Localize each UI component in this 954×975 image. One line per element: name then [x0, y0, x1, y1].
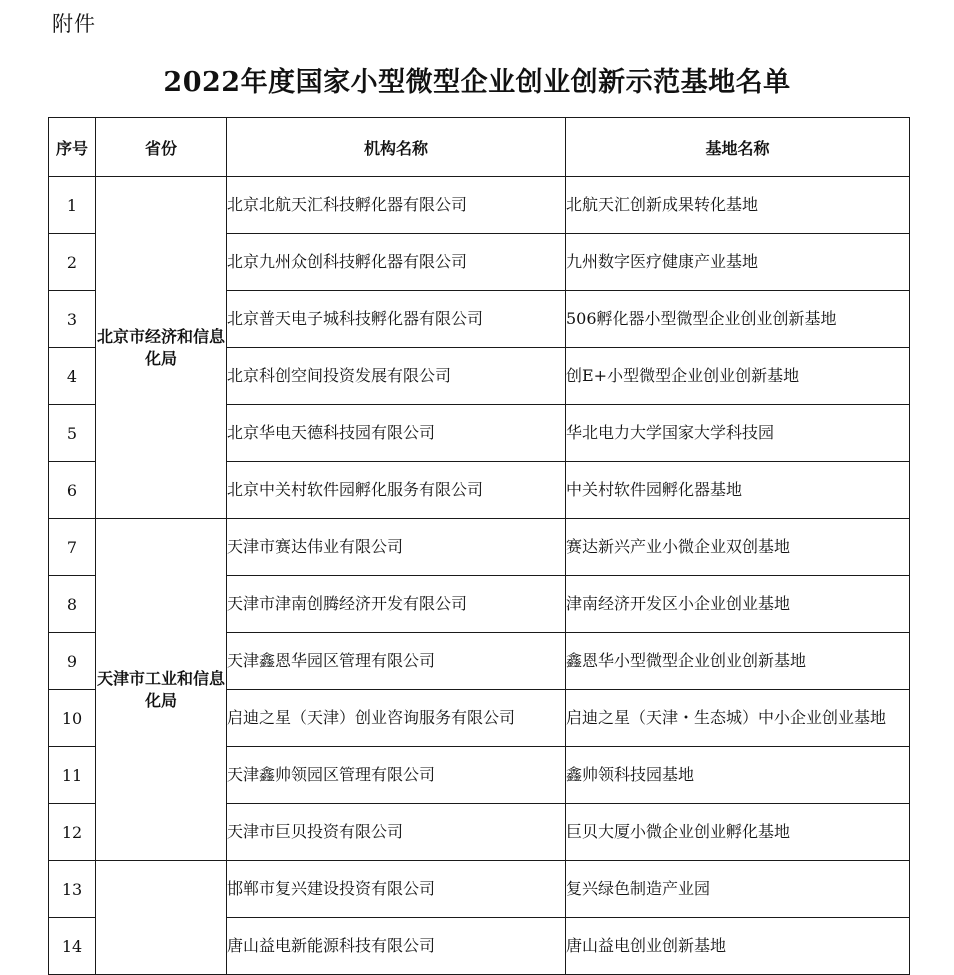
row-organization: 北京科创空间投资发展有限公司 [227, 348, 566, 405]
row-seq: 10 [49, 690, 96, 747]
column-header-province: 省份 [96, 118, 227, 177]
row-base: 创E+小型微型企业创业创新基地 [566, 348, 910, 405]
row-organization: 天津市津南创腾经济开发有限公司 [227, 576, 566, 633]
row-seq: 4 [49, 348, 96, 405]
row-base: 复兴绿色制造产业园 [566, 861, 910, 918]
row-organization: 天津鑫帅领园区管理有限公司 [227, 747, 566, 804]
row-base: 鑫帅领科技园基地 [566, 747, 910, 804]
table-row [49, 861, 910, 918]
row-base: 启迪之星（天津・生态城）中小企业创业基地 [566, 690, 910, 747]
row-base: 九州数字医疗健康产业基地 [566, 234, 910, 291]
row-organization: 天津市赛达伟业有限公司 [227, 519, 566, 576]
row-organization: 北京北航天汇科技孵化器有限公司 [227, 177, 566, 234]
base-roster-table [48, 117, 910, 975]
header-row [49, 118, 910, 177]
row-seq: 6 [49, 462, 96, 519]
row-base: 中关村软件园孵化器基地 [566, 462, 910, 519]
row-base: 赛达新兴产业小微企业双创基地 [566, 519, 910, 576]
row-seq: 1 [49, 177, 96, 234]
row-organization: 天津市巨贝投资有限公司 [227, 804, 566, 861]
row-seq: 13 [49, 861, 96, 918]
row-organization: 启迪之星（天津）创业咨询服务有限公司 [227, 690, 566, 747]
row-seq: 11 [49, 747, 96, 804]
row-seq: 9 [49, 633, 96, 690]
document-title: 2022年度国家小型微型企业创业创新示范基地名单 [163, 67, 791, 98]
row-organization: 北京普天电子城科技孵化器有限公司 [227, 291, 566, 348]
row-seq: 5 [49, 405, 96, 462]
row-organization: 唐山益电新能源科技有限公司 [227, 918, 566, 975]
row-organization: 天津鑫恩华园区管理有限公司 [227, 633, 566, 690]
row-organization: 北京华电天德科技园有限公司 [227, 405, 566, 462]
column-header-organization: 机构名称 [227, 118, 566, 177]
row-base: 华北电力大学国家大学科技园 [566, 405, 910, 462]
row-seq: 2 [49, 234, 96, 291]
row-organization: 邯郸市复兴建设投资有限公司 [227, 861, 566, 918]
column-header-base: 基地名称 [566, 118, 910, 177]
column-header-seq: 序号 [49, 118, 96, 177]
row-seq: 7 [49, 519, 96, 576]
row-base: 鑫恩华小型微型企业创业创新基地 [566, 633, 910, 690]
province-cell: 北京市经济和信息化局 [96, 177, 227, 519]
row-seq: 3 [49, 291, 96, 348]
row-base: 巨贝大厦小微企业创业孵化基地 [566, 804, 910, 861]
row-seq: 8 [49, 576, 96, 633]
row-organization: 北京九州众创科技孵化器有限公司 [227, 234, 566, 291]
table-row [49, 519, 910, 576]
row-base: 唐山益电创业创新基地 [566, 918, 910, 975]
row-seq: 12 [49, 804, 96, 861]
row-base: 津南经济开发区小企业创业基地 [566, 576, 910, 633]
row-seq: 14 [49, 918, 96, 975]
annex-label: 附件 [52, 12, 96, 36]
province-cell [96, 861, 227, 975]
row-organization: 北京中关村软件园孵化服务有限公司 [227, 462, 566, 519]
table-row [49, 177, 910, 234]
row-base: 506孵化器小型微型企业创业创新基地 [566, 291, 910, 348]
province-cell: 天津市工业和信息化局 [96, 519, 227, 861]
row-base: 北航天汇创新成果转化基地 [566, 177, 910, 234]
